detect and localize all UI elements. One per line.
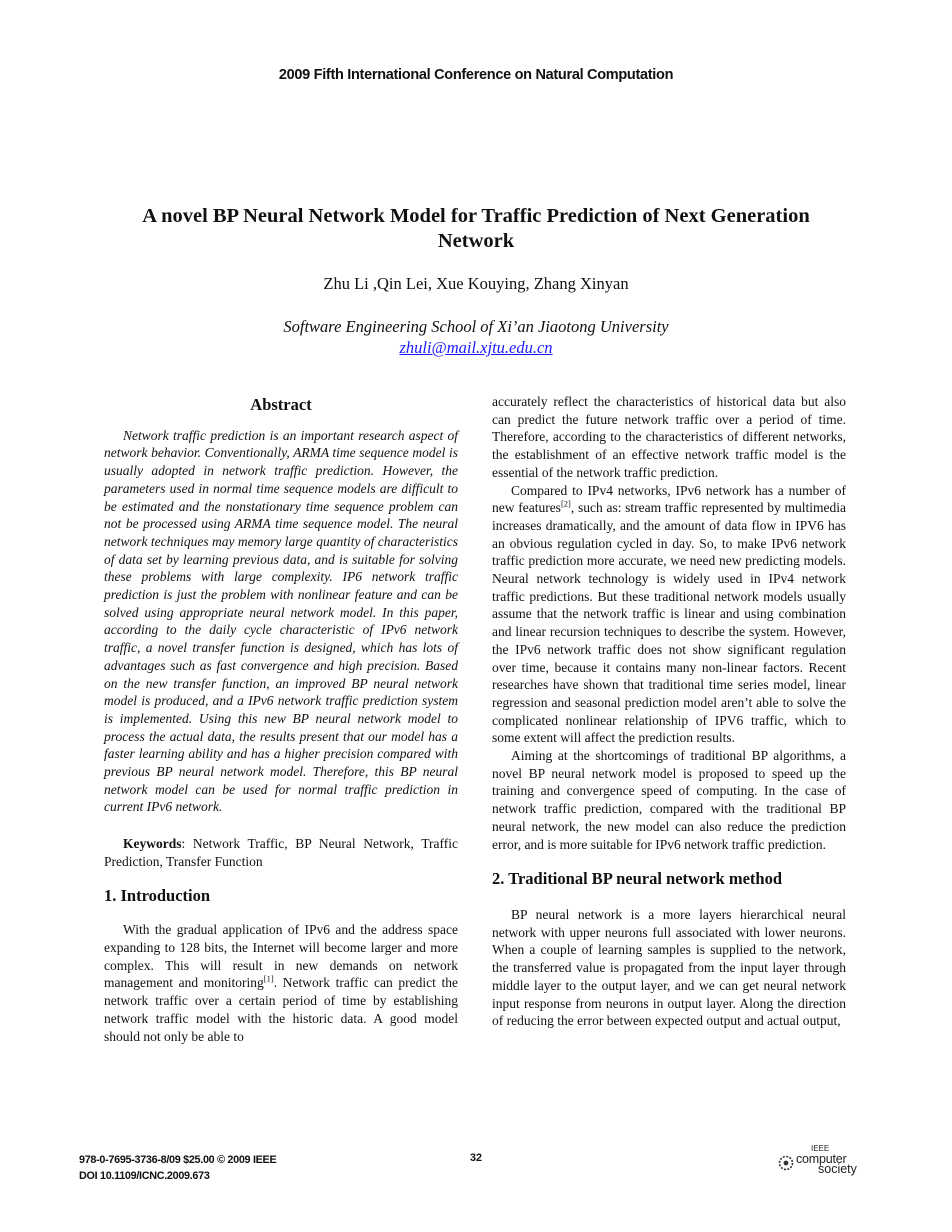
- footer-isbn: 978-0-7695-3736-8/09 $25.00 © 2009 IEEE: [79, 1154, 277, 1166]
- keywords-text: : Network Traffic, BP Neural Network, Traffic Prediction, Transfer Function: [104, 836, 458, 869]
- title-line-2: Network: [437, 230, 515, 252]
- logo-ieee-text: IEEE: [811, 1144, 830, 1153]
- citation-1: [1]: [263, 973, 274, 984]
- intro-paragraph-3: Aiming at the shortcomings of traditional BP algorithms, a novel BP neural network model is proposed to speed up the training and convergence speed of computing. In the case of network traffic prediction, compared with the traditional BP neural network, the new model can also reduce the prediction error, and is more suitable for IPv6 network traffic prediction.: [492, 748, 846, 852]
- paper-title: [100, 204, 852, 254]
- intro-paragraph-2: Compared to IPv4 networks, IPv6 network has a number of new features[2], such as: stream traffic represented by multimedia increases dramatically, and the amount of data flow in IPV6 has an obvious regulation cycled in day. So, to make IPv6 network traffic prediction more accurate, we need new predicting models. Neural network technology is widely used in IPv4 network traffic predictions. But these traditional network models usually assume that the network traffic is linear and using combination and linear recursion techniques to describe the system. However, the IPv6 network traffic does not show significant regulation over time, because it contains many non-linear factors. Recent researches have shown that traditional time series model, linear regression and seasonal prediction model aren’t able to solve the complicated nonlinear relationship of IPV6 traffic, which to some extent will affect the prediction results.: [492, 482, 846, 746]
- ieee-computer-society-logo: [776, 1144, 862, 1178]
- email-link[interactable]: zhuli@mail.xjtu.edu.cn: [399, 338, 553, 357]
- logo-computer-text: computer: [796, 1152, 847, 1166]
- authors: Zhu Li ,Qin Lei, Xue Kouying, Zhang Xinyan: [323, 274, 629, 293]
- keywords-label: Keywords: [123, 836, 182, 852]
- page-number: 32: [469, 1152, 482, 1164]
- section-heading-bp-method: 2. Traditional BP neural network method: [492, 869, 782, 889]
- logo-society-text: society: [818, 1162, 857, 1176]
- right-column: [492, 393, 846, 1030]
- keywords: [104, 835, 458, 870]
- affiliation-block: [0, 316, 952, 358]
- intro-paragraph-1: With the gradual application of IPv6 and the address space expanding to 128 bits, the Internet will become larger and more complex. This will result in new demands on network management and monitoring[1]. Network traffic can predict the network traffic over a certain period of time by establishing network traffic model with the historic data. A good model should not only be able to: [104, 922, 458, 1044]
- section-heading-introduction: 1. Introduction: [104, 885, 211, 905]
- citation-2: [2]: [560, 498, 571, 509]
- conference-header: 2009 Fifth International Conference on Natural Computation: [278, 67, 674, 83]
- affiliation: Software Engineering School of Xi’an Jiaotong University: [283, 317, 669, 336]
- logo-globe-icon: [776, 1153, 796, 1173]
- left-column: [104, 393, 458, 1045]
- abstract-heading: Abstract: [250, 395, 312, 414]
- section2-paragraph-1: BP neural network is a more layers hierarchical neural network with upper neurons full associated with lower neurons. When a couple of learning samples is supplied to the network, the transferred value is propagated from the input layer through middle layer to the output layer, and we can get neural network input response from neurons in output layer. Along the direction of reducing the error between expected output and actual output,: [492, 906, 846, 1029]
- abstract-text: Network traffic prediction is an important research aspect of network behavior. Conventionally, ARMA time sequence model is usually adopted in network traffic prediction. However, the parameters used in normal time sequence models are difficult to be estimated and the nonstationary time sequence problem can not be processed using ARMA time sequence model. The neural network techniques may memory large quantity of characteristics of data set by learning previous data, and is suitable for solving these problems with large complexity. IP6 network traffic prediction is just the problem with nonlinear feature and can be solved using appropriate neural network model. In this paper, according to the daily cycle characteristic of IPv6 network traffic, a novel transfer function is designed, which has lots of advantages such as fast convergence and high precision. Based on the new transfer function, an improved BP neural network model is produced, and a IPv6 network traffic prediction system is implemented. Using this new BP neural network model to process the actual data, the results present that our model has a faster learning ability and has a higher precision compared with previous BP neural network model. Therefore, this BP neural network model can be used for normal traffic prediction in current IPv6 network.: [104, 427, 458, 815]
- title-line-1: A novel BP Neural Network Model for Traffic Prediction of Next Generation: [142, 205, 810, 227]
- footer-doi: DOI 10.1109/ICNC.2009.673: [79, 1170, 210, 1182]
- intro-paragraph-1-continued: accurately reflect the characteristics of historical data but also can predict the future network traffic over a period of time. Therefore, according to the characteristics of different networks, the establishment of an effective network traffic model is the essential of the network traffic prediction.: [492, 394, 846, 480]
